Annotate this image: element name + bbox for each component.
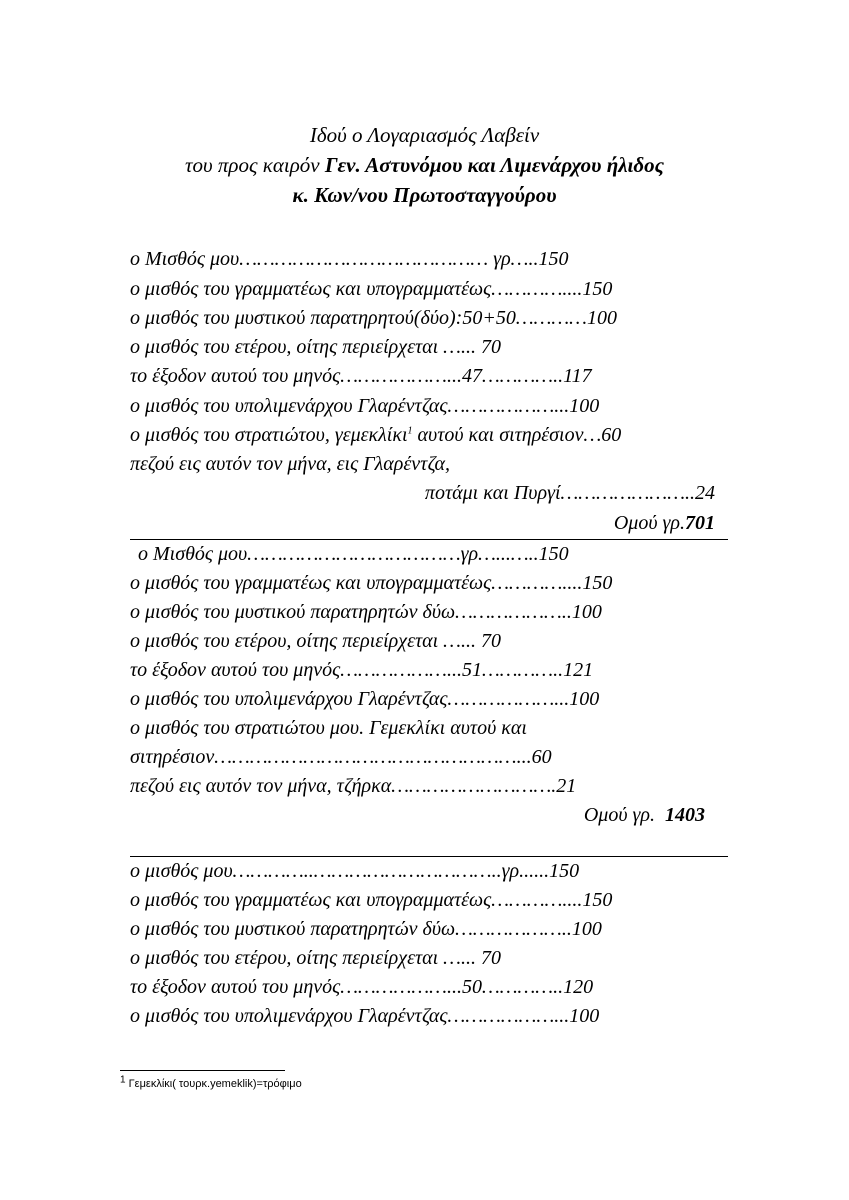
s1-total-label: Ομού γρ.: [613, 512, 685, 534]
footnote-text: Γεμεκλίκι( τουρκ.yemeklik)=τρόφιμο: [125, 1078, 302, 1090]
s3-line-1: ο μισθός μου…………..…………………………..γρ......150: [130, 860, 580, 882]
s2-total-value: 1403: [665, 804, 705, 826]
s2-line-3: ο μισθός του μυστικού παρατηρητών δύω………………..100: [130, 601, 602, 623]
s1-line-6: ο μισθός του υπολιμενάρχου Γλαρέντζας………………...100: [130, 395, 600, 417]
s2-line-4: ο μισθός του ετέρου, οίτης περιείρχεται …... 70: [130, 630, 501, 652]
s3-line-5: το έξοδον αυτού του μηνός………………...50…………..120: [130, 976, 594, 998]
footnote: [120, 1074, 302, 1090]
title-line-1: Ιδού ο Λογαριασμός Λαβείν: [309, 123, 540, 147]
s2-line-9: πεζού εις αυτόν τον μήνα, τζήρκα……………………….21: [130, 775, 577, 797]
s2-line-6: ο μισθός του υπολιμενάρχου Γλαρέντζας………………...100: [130, 688, 600, 710]
s1-soldier-a: ο μισθός του στρατιώτου, γεμεκλίκι: [130, 424, 408, 446]
footnote-divider: [120, 1070, 285, 1071]
s3-line-6: ο μισθός του υπολιμενάρχου Γλαρέντζας………………...100: [130, 1005, 600, 1027]
s3-line-3: ο μισθός του μυστικού παρατηρητών δύω………………..100: [130, 918, 602, 940]
title-line-2-prefix: του προς καιρόν: [184, 153, 325, 177]
s1-line-5: το έξοδον αυτού του μηνός………………...47…………..117: [130, 365, 592, 387]
s1-line-4: ο μισθός του ετέρου, οίτης περιείρχεται …... 70: [130, 336, 501, 358]
s1-soldier-b: αυτού και σιτηρέσιον…60: [412, 424, 622, 446]
s2-line-8: σιτηρέσιον……………………………………………...60: [130, 746, 552, 768]
s2-line-1: ο Μισθός μου………………………………γρ…...…..150: [138, 543, 569, 565]
s2-line-7: ο μισθός του στρατιώτου μου. Γεμεκλίκι αυτού και: [130, 717, 527, 739]
s2-line-2: ο μισθός του γραμματέως και υπογραμματέως…………....150: [130, 572, 613, 594]
title-line-2: [0, 150, 849, 180]
title-line-2-bold: Γεν. Αστυνόμου και Λιμενάρχου ήλιδος: [324, 153, 665, 177]
s2-line-5: το έξοδον αυτού του μηνός………………...51…………..121: [130, 659, 594, 681]
s2-total: [130, 802, 705, 829]
s1-line-1: ο Μισθός μου…………………………………… γρ…..150: [130, 248, 569, 270]
footnote-marker: 1: [120, 1074, 126, 1086]
s1-foot-line-1: πεζού εις αυτόν τον μήνα, εις Γλαρέντζα,: [130, 453, 451, 475]
title-line-3: κ. Κων/νου Πρωτοσταγγούρου: [292, 183, 557, 207]
s1-line-2: ο μισθός του γραμματέως και υπογραμματέως…………....150: [130, 278, 613, 300]
s1-soldier-line: [130, 422, 730, 449]
document-title: [0, 120, 849, 210]
s1-total: [130, 510, 715, 537]
s3-line-2: ο μισθός του γραμματέως και υπογραμματέως…………....150: [130, 889, 613, 911]
s1-foot-line-2: ποτάμι και Πυργί…………………..24: [424, 482, 715, 504]
s2-total-label: Ομού γρ.: [583, 804, 655, 826]
s1-total-value: 701: [685, 512, 715, 534]
s3-line-4: ο μισθός του ετέρου, οίτης περιείρχεται …... 70: [130, 947, 501, 969]
s1-line-3: ο μισθός του μυστικού παρατηρητού(δύο):50+50…………100: [130, 307, 617, 329]
section-divider-1: [130, 539, 728, 540]
section-divider-2: [130, 856, 728, 857]
footnote-ref: 1: [407, 425, 413, 437]
